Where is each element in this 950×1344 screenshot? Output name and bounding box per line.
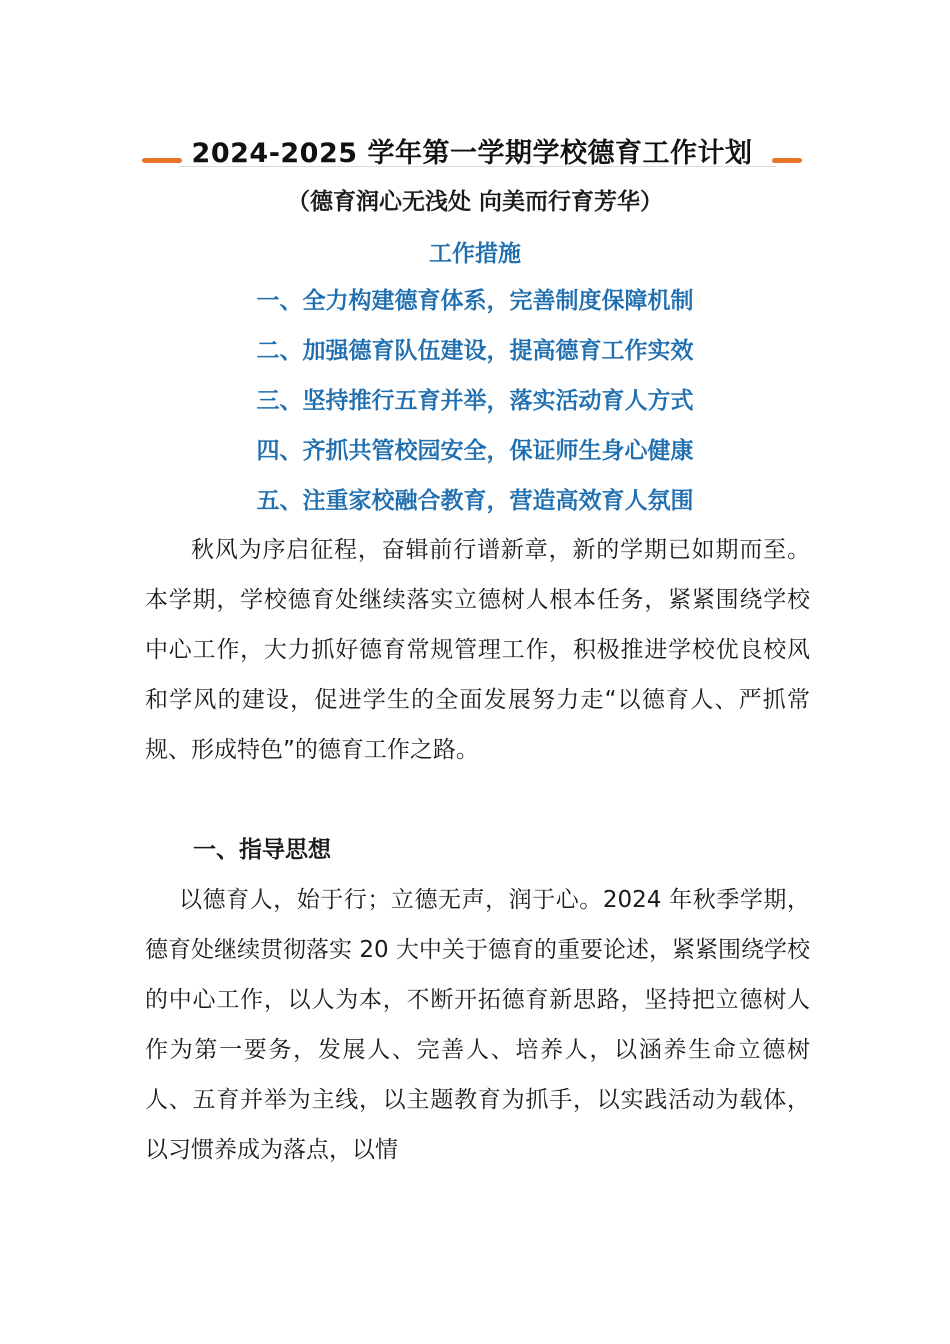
measure-item: 五、注重家校融合教育，营造高效育人氛围 <box>256 488 694 514</box>
measures-list <box>0 281 950 531</box>
measure-item: 四、齐抓共管校园安全，保证师生身心健康 <box>256 438 694 464</box>
intro-paragraph: 秋风为序启征程，奋辑前行谱新章，新的学期已如期而至。本学期，学校德育处继续落实立德树人根本任务，紧紧围绕学校中心工作，大力抓好德育常规管理工作，积极推进学校优良校风和学风的建设，促进学生的全面发展努力走“以德育人、严抓常规、形成特色”的德育工作之路。 <box>145 537 810 763</box>
measure-item: 二、加强德育队伍建设，提高德育工作实效 <box>256 338 694 364</box>
document-subtitle: （德育润心无浅处 向美而行育芳华） <box>286 189 663 215</box>
title-row <box>142 128 802 172</box>
title-decoration-left <box>142 158 182 163</box>
section-heading-guiding-ideology: 一、指导思想 <box>193 837 331 863</box>
guiding-ideology-paragraph: 以德育人，始于行；立德无声，润于心。2024 年秋季学期，德育处继续贯彻落实 20 大中关于德育的重要论述，紧紧围绕学校的中心工作，以人为本，不断开拓德育新思路，坚持把立德树人作为第一要务，发展人、完善人、培养人，以涵养生命立德树人、五育并举为主线，以主题教育为抓手，以实践活动为载体，以习惯养成为落点，以情 <box>145 887 810 1163</box>
measures-heading: 工作措施 <box>429 241 521 267</box>
title-decoration-right <box>772 158 802 163</box>
document-title: 2024-2025 学年第一学期学校德育工作计划 <box>191 137 753 169</box>
intro-section <box>145 525 810 775</box>
measure-item: 一、全力构建德育体系，完善制度保障机制 <box>256 288 694 314</box>
guiding-ideology-section <box>145 875 810 1175</box>
measure-item: 三、坚持推行五育并举，落实活动育人方式 <box>256 388 694 414</box>
